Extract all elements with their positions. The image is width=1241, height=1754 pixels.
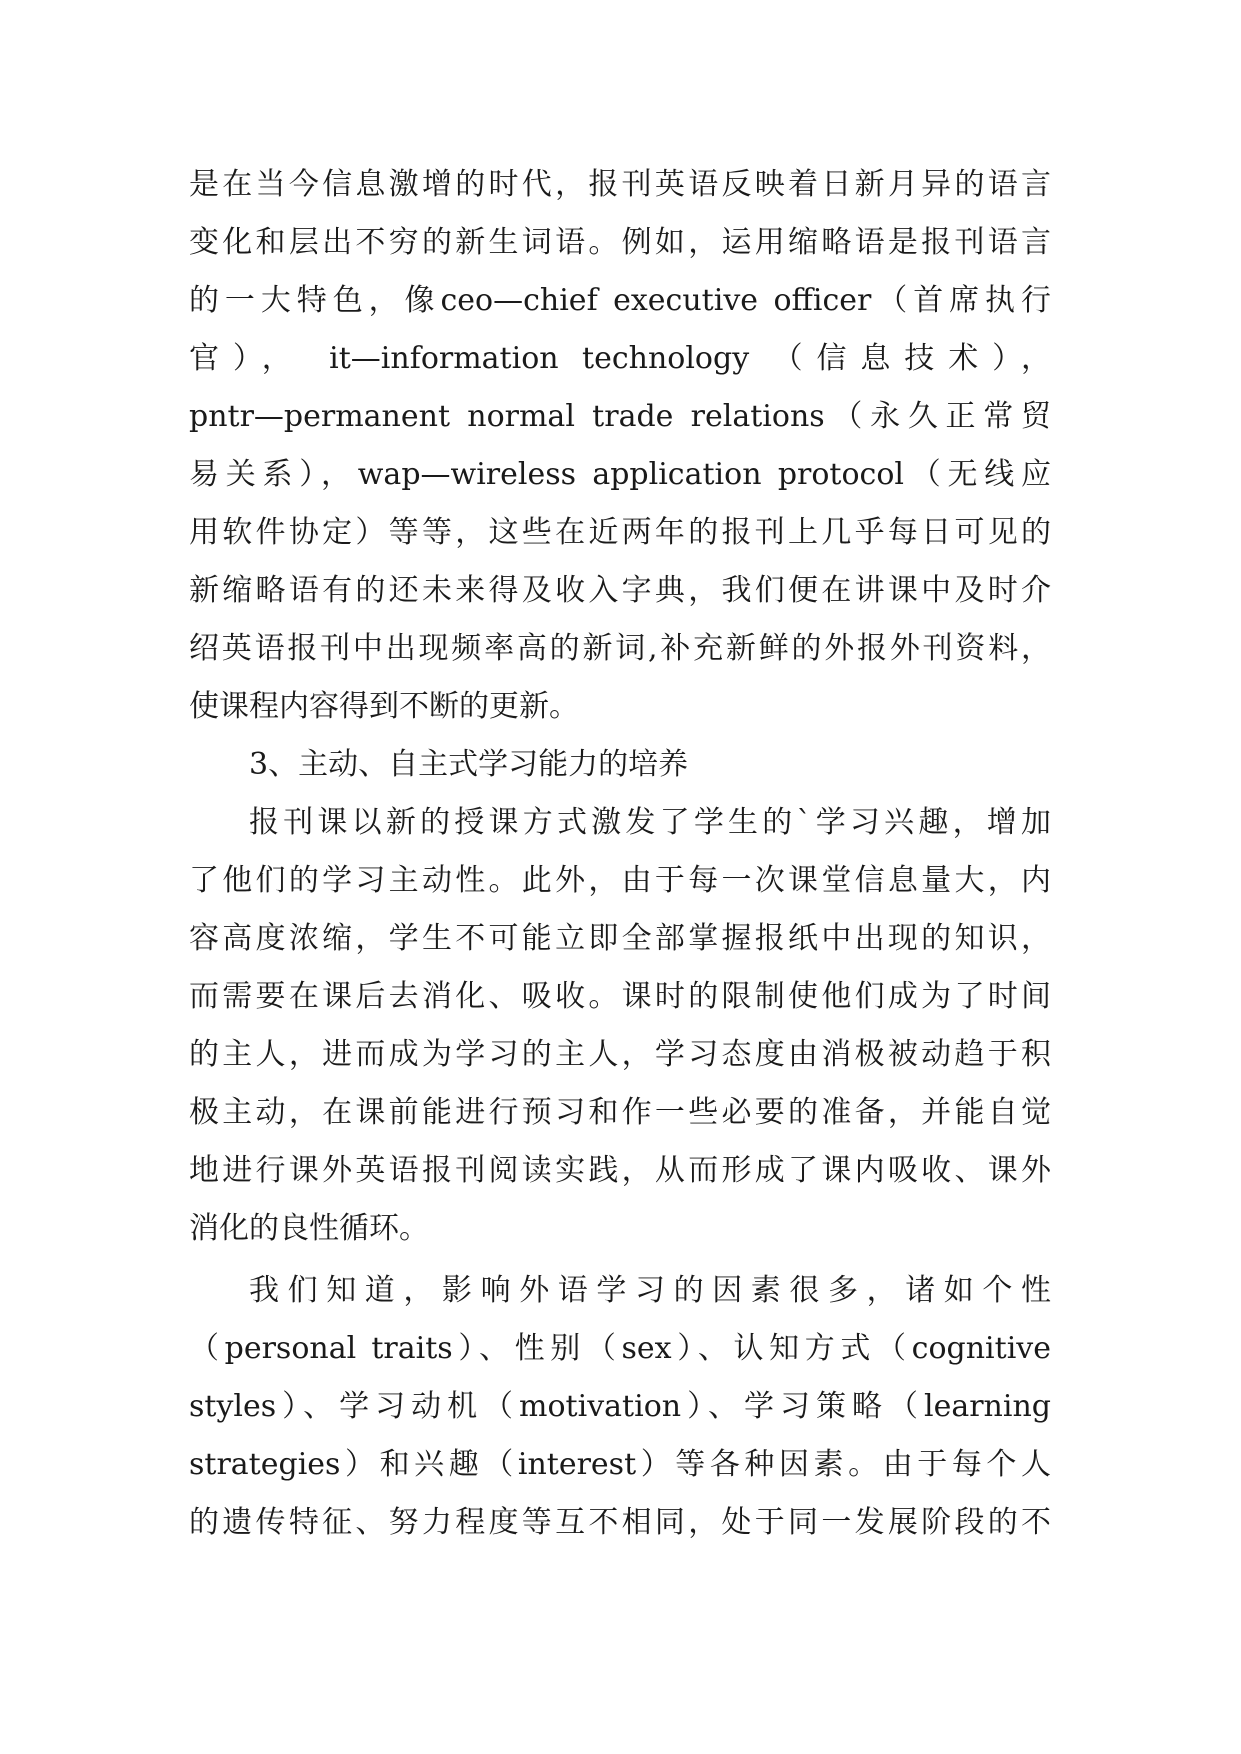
paragraph-line: 了他们的学习主动性。此外，由于每一次课堂信息量大，内 (189, 863, 1051, 898)
paragraph-line: （personal traits）、性别（sex）、认知方式（cognitive (189, 1331, 1051, 1366)
paragraph-line: 绍英语报刊中出现频率高的新词,补充新鲜的外报外刊资料， (189, 631, 1051, 666)
paragraph-line: strategies）和兴趣（interest）等各种因素。由于每个人 (189, 1447, 1051, 1482)
paragraph-line: 的一大特色，像ceo—chief executive officer（首席执行 (189, 283, 1051, 318)
section-heading: 3、主动、自主式学习能力的培养 (249, 747, 689, 782)
paragraph-line: 是在当今信息激增的时代，报刊英语反映着日新月异的语言 (189, 167, 1051, 202)
paragraph-line: styles）、学习动机（motivation）、学习策略（learning (189, 1389, 1051, 1424)
paragraph-line: 极主动，在课前能进行预习和作一些必要的准备，并能自觉 (189, 1095, 1051, 1130)
paragraph-line: 官）， it—information technology （信息技术）， (189, 341, 1051, 376)
paragraph-line: 新缩略语有的还未来得及收入字典，我们便在讲课中及时介 (189, 573, 1051, 608)
paragraph-line: 的主人，进而成为学习的主人，学习态度由消极被动趋于积 (189, 1037, 1051, 1072)
paragraph-line: 而需要在课后去消化、吸收。课时的限制使他们成为了时间 (189, 979, 1051, 1014)
paragraph-line: 变化和层出不穷的新生词语。例如，运用缩略语是报刊语言 (189, 225, 1051, 260)
paragraph-line: 用软件协定）等等，这些在近两年的报刊上几乎每日可见的 (189, 515, 1051, 550)
paragraph-line-last: 消化的良性循环。 (189, 1211, 429, 1246)
paragraph-line: 的遗传特征、努力程度等互不相同，处于同一发展阶段的不 (189, 1505, 1051, 1540)
paragraph-line: 易关系），wap—wireless application protocol（无线应 (189, 457, 1051, 492)
paragraph-line-first: 报刊课以新的授课方式激发了学生的`学习兴趣，增加 (249, 805, 1051, 840)
paragraph-line: pntr—permanent normal trade relations（永久正常贸 (189, 399, 1051, 434)
paragraph-line: 容高度浓缩，学生不可能立即全部掌握报纸中出现的知识， (189, 921, 1051, 956)
paragraph-line-last: 使课程内容得到不断的更新。 (189, 689, 579, 724)
paragraph-line: 地进行课外英语报刊阅读实践，从而形成了课内吸收、课外 (189, 1153, 1051, 1188)
paragraph-line-first: 我们知道，影响外语学习的因素很多，诸如个性 (249, 1273, 1051, 1308)
